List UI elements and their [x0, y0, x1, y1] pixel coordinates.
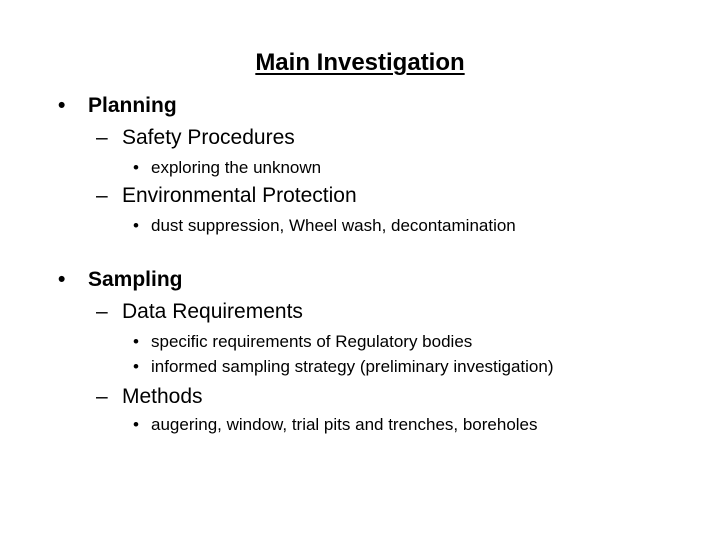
bullet-marker: •	[133, 216, 139, 235]
detail-item	[133, 356, 554, 378]
bullet-marker: •	[133, 158, 139, 177]
detail-item	[133, 157, 321, 179]
bullet-marker: •	[133, 332, 139, 351]
slide-title-text: Main Investigation	[255, 49, 465, 76]
detail-text: specific requirements of Regulatory bodies	[151, 332, 473, 351]
bullet-marker: •	[133, 357, 139, 376]
detail-text: augering, window, trial pits and trenches, boreholes	[151, 415, 538, 434]
slide-title	[0, 46, 720, 80]
bullet-sampling	[58, 267, 183, 293]
bullet-label: Sampling	[88, 268, 183, 291]
dash-marker: –	[96, 184, 108, 207]
sub-bullet-safety-procedures	[96, 125, 295, 151]
bullet-marker: •	[133, 415, 139, 434]
bullet-marker: •	[58, 268, 66, 291]
detail-text: exploring the unknown	[151, 158, 322, 177]
dash-marker: –	[96, 300, 108, 323]
sub-bullet-label: Environmental Protection	[122, 184, 357, 207]
bullet-label: Planning	[88, 94, 177, 117]
detail-text: informed sampling strategy (preliminary investigation)	[151, 357, 554, 376]
sub-bullet-label: Methods	[122, 385, 203, 408]
detail-item	[133, 414, 538, 436]
sub-bullet-data-requirements	[96, 299, 303, 325]
detail-item	[133, 331, 472, 353]
sub-bullet-label: Safety Procedures	[122, 126, 295, 149]
dash-marker: –	[96, 126, 108, 149]
dash-marker: –	[96, 385, 108, 408]
sub-bullet-environmental-protection	[96, 183, 357, 209]
bullet-marker: •	[58, 94, 66, 117]
bullet-planning	[58, 93, 177, 119]
detail-item	[133, 215, 516, 237]
sub-bullet-label: Data Requirements	[122, 300, 303, 323]
detail-text: dust suppression, Wheel wash, decontamination	[151, 216, 516, 235]
sub-bullet-methods	[96, 384, 203, 410]
